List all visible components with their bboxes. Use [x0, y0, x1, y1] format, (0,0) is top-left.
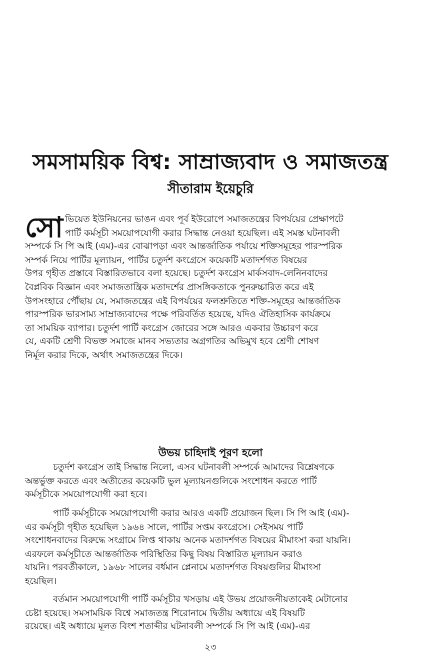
text-line: রয়েছে। এই অধ্যায়ে মূলত বিংশ শতাব্দীর ঘটনাবলী সম্পর্কে সি পি আই (এম)-এর	[25, 622, 311, 633]
text-line: পার্টি কর্মসূচী সময়োপযোগী করার সিদ্ধান্ত নেওয়া হয়েছিল। এই সমস্ত ঘটনাবলী	[64, 228, 340, 239]
text-line: যে, একটি শ্রেণী বিভক্ত সমাজে মানব সভ্যতার অগ্রগতির অভিমুখ হবে শ্রেণী শোষণ	[25, 337, 320, 348]
text-line: নির্মূল করার দিকে, অর্থাৎ সমাজতন্ত্রের দিকে।	[25, 350, 183, 361]
text-line: বৈপ্লবিক বিজ্ঞান এবং সমাজতান্ত্রিক মতাদর্শের প্রাসঙ্গিকতাকে পুনরুচ্চারিত করে এই	[25, 282, 314, 293]
text-line: সম্পর্কে সি পি আই (এম)-এর বোঝাপড়া এবং আন্তর্জাতিক পর্যায়ে শক্তিসমূহের পারস্পরিক	[25, 242, 343, 253]
paragraph-4	[25, 594, 403, 635]
text-line: হয়েছিল।	[25, 576, 57, 587]
text-line: পারস্পরিক ভারসাম্য সাম্রাজ্যবাদের পক্ষে পরিবর্তিত হয়েছে, যদিও ঐতিহাসিক কার্যক্রমে	[25, 310, 331, 321]
page-number: ২৩	[204, 643, 217, 653]
paragraph-1	[25, 211, 403, 364]
text-line: চেষ্টা হয়েছে। সমসাময়িক বিশ্বে সমাজতন্ত্র শিরোনামে দ্বিতীয় অধ্যায়ে এই বিষয়টি	[25, 608, 305, 619]
text-line: ভিয়েত ইউনিয়নের ভাঙন এবং পূর্ব ইউরোপে সমাজতন্ত্রের বিপর্যয়ের প্রেক্ষাপটে	[64, 215, 344, 225]
paragraph-2	[25, 462, 403, 503]
text-line: চতুর্দশ কংগ্রেস তাই সিদ্ধান্ত নিলো, এসব ঘটনাবলী সম্পর্কে আমাদের বিশ্লেষণকে	[53, 463, 335, 473]
paragraph-3	[25, 508, 403, 590]
text-line: উপসংহারে পৌঁছায় যে, সমাজতন্ত্রের এই বিপর্যয়ের ফলশ্রুতিতে শক্তি-সমূহের আন্তর্জাতিক	[25, 296, 341, 307]
article-title: সমসাময়িক বিশ্ব: সাম্রাজ্যবাদ ও সমাজতন্ত্র	[32, 150, 389, 174]
drop-cap: সো	[25, 211, 63, 244]
text-line: পার্টি কর্মসূচীকে সময়োপযোগী করার আরও একটি প্রয়োজন ছিল। সি পি আই (এম)-	[53, 509, 350, 519]
text-line: তা সাময়িক ব্যাপার। চতুর্দশ পার্টি কংগ্রেস জোরের সঙ্গে আরও একবার উচ্চারণ করে	[25, 323, 319, 334]
text-line: বর্তমান সময়োপযোগী পার্টি কর্মসূচীর খসড়ায় এই উভয় প্রয়োজনীয়তাকেই মেটানোর	[53, 595, 348, 605]
text-line: এর কর্মসূচী গৃহীত হয়েছিল ১৯৬৪ সালে, পার্টির সপ্তম কংগ্রেসে। সেইসময় পার্টি	[25, 522, 304, 533]
text-line: উপর গৃহীত প্রস্তাবে বিস্তারিতভাবে বলা হয়েছে। চতুর্দশ কংগ্রেস মার্কসবাদ-লেনিনবাদের	[25, 269, 328, 280]
section-heading: উভয় চাহিদাই পূরণ হলো	[158, 447, 263, 459]
author-name: সীতারাম ইয়েচুরি	[167, 182, 254, 197]
text-line: কর্মসূচীকে সময়োপযোগী করা হবে।	[25, 490, 148, 501]
text-line: যায়নি। পরবর্তীকালে, ১৯৬৮ সালের বর্ধমান প্লেনামে মতাদর্শগত বিষয়গুলির মীমাংসা	[25, 563, 321, 574]
text-line: সংশোধনবাদের বিরুদ্ধে সংগ্রামে লিপ্ত থাকায় অনেক মতাদর্শগত বিষয়ের মীমাংসা করা যায়নি।	[25, 536, 351, 547]
text-line: অন্তর্ভুক্ত করতে এবং অতীতের কয়েকটি ভুল মূল্যায়নগুলিকে সংশোধন করতে পার্টি	[25, 476, 317, 487]
text-line: সম্পর্ক নিয়ে পার্টির মূল্যায়ন, পার্টির চতুর্দশ কংগ্রেসে কয়েকটি মতাদর্শগত বিষয়ের	[25, 255, 308, 266]
text-line: এরফলে কর্মসূচীতে আন্তর্জাতিক পরিস্থিতির কিছু বিষয় বিস্তারিত মূল্যায়ন করাও	[25, 549, 303, 560]
